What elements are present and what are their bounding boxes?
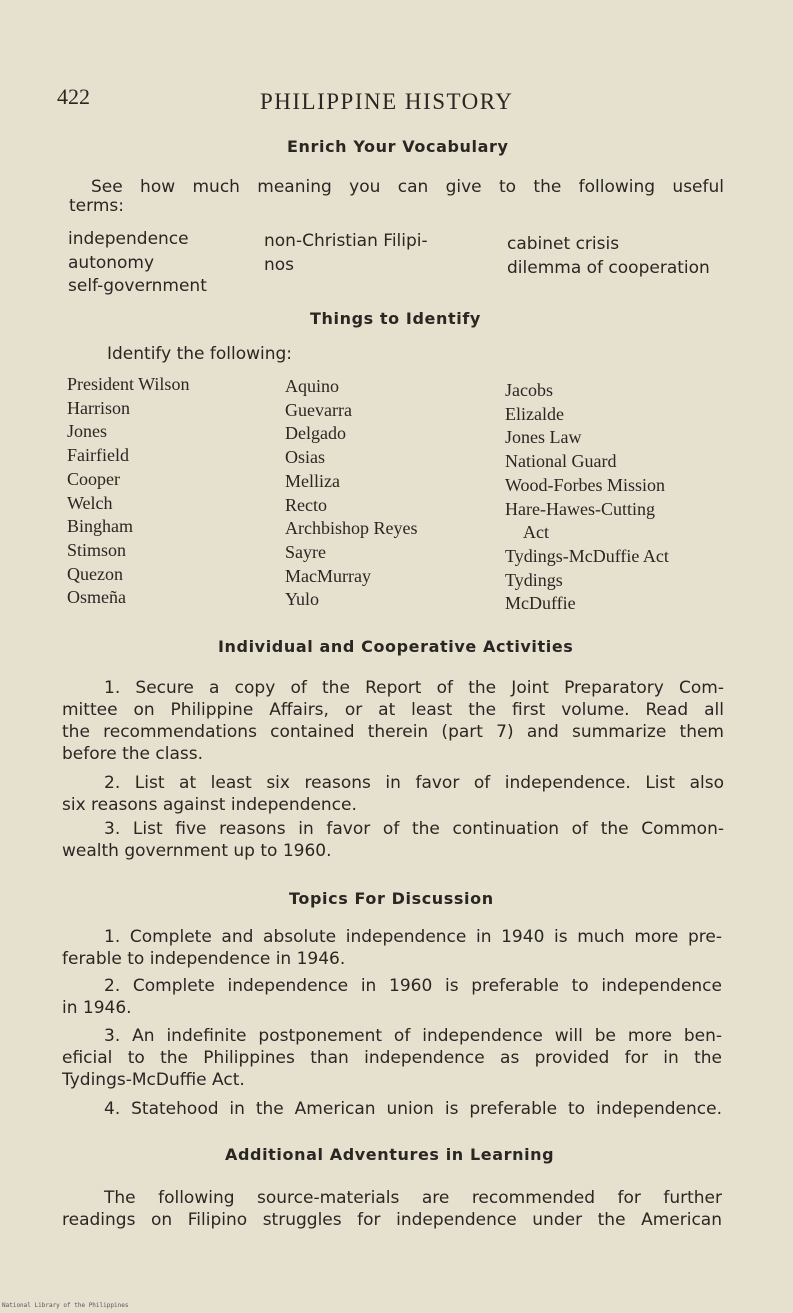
- identify-item: Delgado: [285, 423, 346, 444]
- identify-item: Jones Law: [505, 427, 582, 448]
- identify-column-1: [67, 373, 189, 610]
- paragraph-line: 2. List at least six reasons in favor of independence. List also: [104, 773, 724, 793]
- vocabulary-term: self-government: [68, 276, 207, 296]
- topics-item-3: [62, 1025, 722, 1091]
- identify-item: Melliza: [285, 470, 340, 491]
- identify-item: Recto: [285, 494, 327, 515]
- paragraph-line: the recommendations contained therein (part 7) and summarize them: [62, 722, 724, 742]
- identify-item: McDuffie: [505, 593, 576, 614]
- vocabulary-column-1: [68, 228, 207, 299]
- identify-column-2: [285, 375, 417, 612]
- identify-item: Harrison: [67, 397, 130, 418]
- library-footer: National Library of the Philippines: [2, 1302, 129, 1309]
- identify-item: Yulo: [285, 589, 320, 610]
- additional-heading: Additional Adventures in Learning: [225, 1145, 555, 1164]
- paragraph-line: six reasons against independence.: [62, 795, 357, 815]
- topics-heading: Topics For Discussion: [289, 889, 494, 908]
- identify-item: Wood-Forbes Mission: [505, 474, 666, 495]
- paragraph-line: Tydings-McDuffie Act.: [62, 1070, 245, 1090]
- paragraph-line: readings on Filipino struggles for independence under the American: [62, 1210, 722, 1230]
- identify-item: Jones: [67, 421, 107, 442]
- vocabulary-heading: Enrich Your Vocabulary: [287, 137, 509, 156]
- identify-item: Jacobs: [505, 380, 553, 400]
- identify-item: Stimson: [67, 539, 127, 560]
- identify-item: Osias: [285, 447, 325, 468]
- vocabulary-column-2: [264, 230, 428, 277]
- vocabulary-term: cabinet crisis: [507, 234, 620, 254]
- identify-column-3: [505, 379, 669, 616]
- vocabulary-term: nos: [264, 254, 295, 275]
- paragraph-line: mittee on Philippine Affairs, or at least the first volume. Read all: [62, 700, 724, 720]
- identify-item: Fairfield: [67, 445, 129, 466]
- vocabulary-column-3: [507, 233, 710, 280]
- identify-item: Tydings-McDuffie Act: [505, 545, 669, 566]
- topics-item-1: [62, 926, 722, 970]
- paragraph-line: eficial to the Philippines than independence as provided for in the: [62, 1048, 722, 1068]
- identify-item: Hare-Hawes-Cutting: [505, 498, 655, 519]
- identify-item: Osmeña: [67, 587, 126, 608]
- vocabulary-intro: [69, 176, 724, 217]
- topics-item-4: [62, 1098, 722, 1120]
- paragraph-line: wealth government up to 1960.: [62, 841, 332, 861]
- identify-item: President Wilson: [67, 374, 190, 394]
- vocabulary-term: dilemma of cooperation: [507, 257, 710, 278]
- activities-item-2: [62, 772, 724, 816]
- additional-paragraph: [62, 1187, 722, 1231]
- paragraph-line: 1. Complete and absolute independence in 1940 is much more pre-: [104, 927, 722, 947]
- identify-item: Aquino: [285, 376, 339, 396]
- paragraph-line: 3. An indefinite postponement of independence will be more ben-: [104, 1026, 722, 1046]
- paragraph-line: ferable to independence in 1946.: [62, 949, 346, 969]
- identify-item: Elizalde: [505, 403, 564, 424]
- page-number: 422: [57, 84, 90, 109]
- paragraph-line: 4. Statehood in the American union is preferable to independence.: [104, 1099, 722, 1119]
- identify-item: Archbishop Reyes: [285, 518, 418, 539]
- identify-item: Tydings: [505, 569, 563, 590]
- identify-item: Bingham: [67, 516, 133, 537]
- activities-item-1: [62, 677, 724, 765]
- vocabulary-term: independence: [68, 229, 189, 249]
- identify-heading: Things to Identify: [310, 309, 481, 328]
- paragraph-line: 1. Secure a copy of the Report of the Joint Preparatory Com-: [104, 678, 724, 698]
- identify-item: Act: [523, 522, 549, 543]
- vocabulary-intro-line: terms:: [69, 196, 124, 216]
- paragraph-line: in 1946.: [62, 998, 132, 1018]
- identify-intro: Identify the following:: [107, 344, 293, 364]
- identify-item: Welch: [67, 492, 113, 513]
- vocabulary-term: non-Christian Filipi-: [264, 231, 428, 251]
- paragraph-line: The following source-materials are recommended for further: [104, 1188, 722, 1208]
- running-title: PHILIPPINE HISTORY: [260, 89, 514, 114]
- activities-item-3: [62, 818, 724, 862]
- identify-item: National Guard: [505, 451, 617, 472]
- topics-item-2: [62, 975, 722, 1019]
- paragraph-line: 2. Complete independence in 1960 is preferable to independence: [104, 976, 722, 996]
- vocabulary-intro-line: See how much meaning you can give to the following useful: [91, 177, 724, 197]
- paragraph-line: 3. List five reasons in favor of the continuation of the Common-: [104, 819, 724, 839]
- identify-item: MacMurray: [285, 565, 371, 586]
- paragraph-line: before the class.: [62, 744, 204, 764]
- identify-item: Cooper: [67, 468, 120, 489]
- identify-item: Guevarra: [285, 399, 352, 420]
- identify-item: Sayre: [285, 541, 326, 562]
- vocabulary-term: autonomy: [68, 252, 155, 273]
- activities-heading: Individual and Cooperative Activities: [218, 637, 574, 656]
- identify-item: Quezon: [67, 563, 123, 584]
